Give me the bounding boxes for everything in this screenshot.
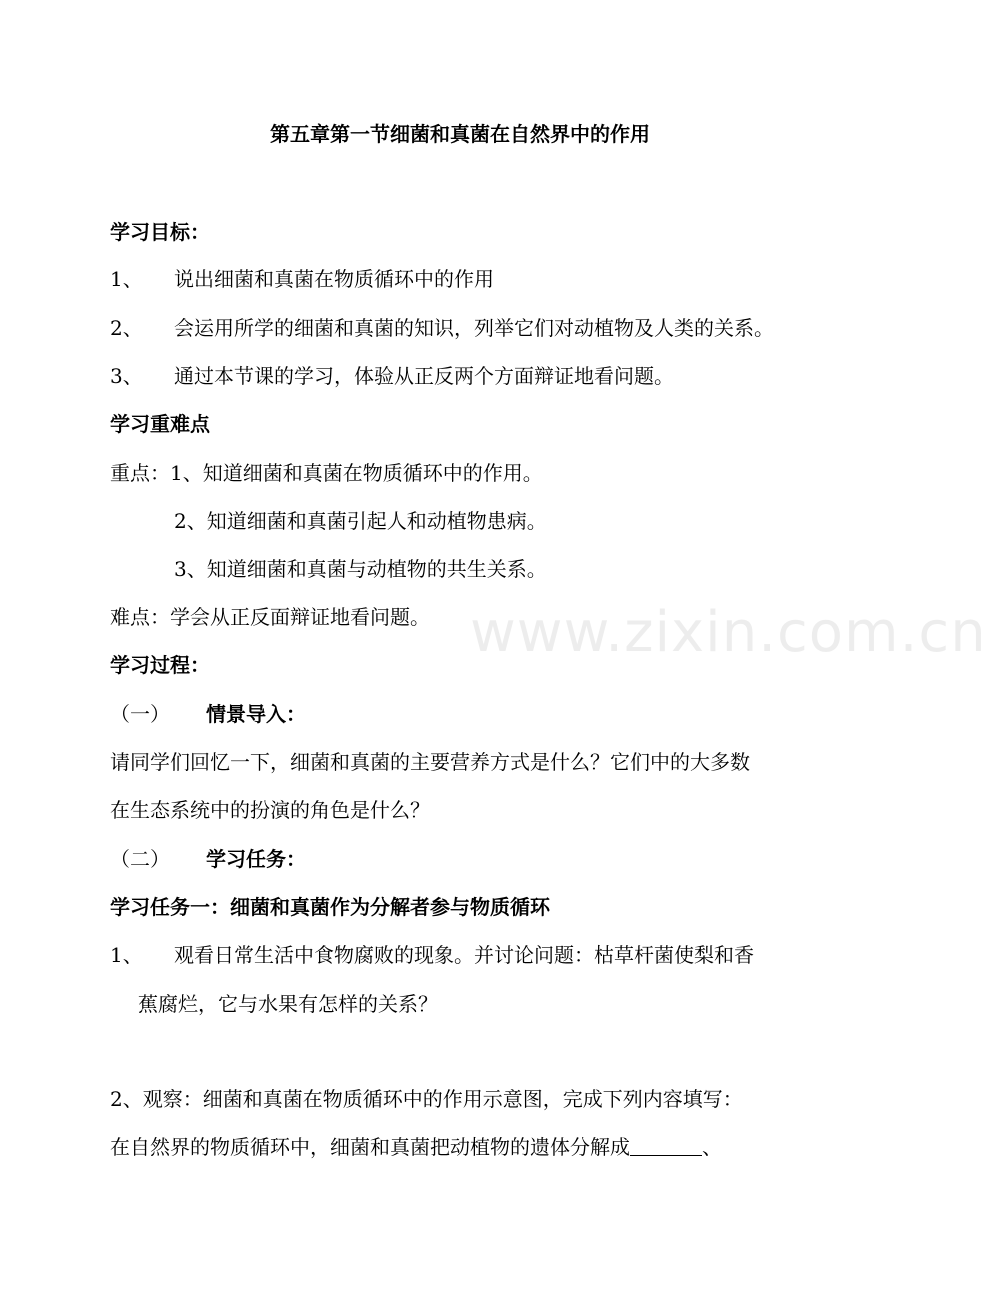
focus-text: 1、知道细菌和真菌在物质循环中的作用。 [170, 461, 543, 485]
answer-blank[interactable] [630, 1135, 702, 1156]
objective-item [110, 314, 774, 342]
fill-in-tail: 、 [702, 1135, 722, 1159]
key-points-heading: 学习重难点 [110, 412, 210, 436]
objective-item [110, 362, 674, 390]
watermark: www.zixin.com.cn [470, 600, 987, 665]
part-number: （二） [110, 847, 170, 871]
part-label: 学习任务： [206, 847, 306, 871]
objective-number: 2、 [110, 316, 143, 340]
task-text: 观看日常生活中食物腐败的现象。并讨论问题：枯草杆菌使梨和香 [174, 943, 754, 967]
intro-line: 请同学们回忆一下，细菌和真菌的主要营养方式是什么？它们中的大多数 [110, 750, 750, 774]
part-heading [110, 700, 306, 728]
objective-text: 通过本节课的学习，体验从正反两个方面辩证地看问题。 [174, 364, 674, 388]
focus-item [110, 459, 543, 487]
objective-number: 1、 [110, 267, 143, 291]
part-label: 情景导入： [206, 702, 306, 726]
focus-item: 3、知道细菌和真菌与动植物的共生关系。 [174, 557, 547, 581]
difficulty-text: 难点：学会从正反面辩证地看问题。 [110, 605, 430, 629]
focus-label: 重点： [110, 461, 170, 485]
objectives-heading: 学习目标： [110, 220, 210, 244]
intro-line: 在生态系统中的扮演的角色是什么？ [110, 798, 430, 822]
objective-text: 会运用所学的细菌和真菌的知识，列举它们对动植物及人类的关系。 [174, 316, 774, 340]
objective-number: 3、 [110, 364, 143, 388]
part-number: （一） [110, 702, 170, 726]
task-number: 1、 [110, 943, 143, 967]
objective-text: 说出细菌和真菌在物质循环中的作用 [174, 267, 494, 291]
task-item [110, 941, 754, 969]
task-text-continued: 蕉腐烂，它与水果有怎样的关系？ [138, 992, 438, 1016]
focus-item: 2、知道细菌和真菌引起人和动植物患病。 [174, 509, 547, 533]
fill-in-line [110, 1133, 722, 1161]
task-heading: 学习任务一：细菌和真菌作为分解者参与物质循环 [110, 895, 550, 919]
page-title: 第五章第一节细菌和真菌在自然界中的作用 [270, 122, 650, 146]
task-item: 2、观察：细菌和真菌在物质循环中的作用示意图，完成下列内容填写： [110, 1087, 743, 1111]
fill-in-text: 在自然界的物质循环中，细菌和真菌把动植物的遗体分解成 [110, 1135, 630, 1159]
part-heading [110, 845, 306, 873]
process-heading: 学习过程： [110, 653, 210, 677]
objective-item [110, 265, 494, 293]
